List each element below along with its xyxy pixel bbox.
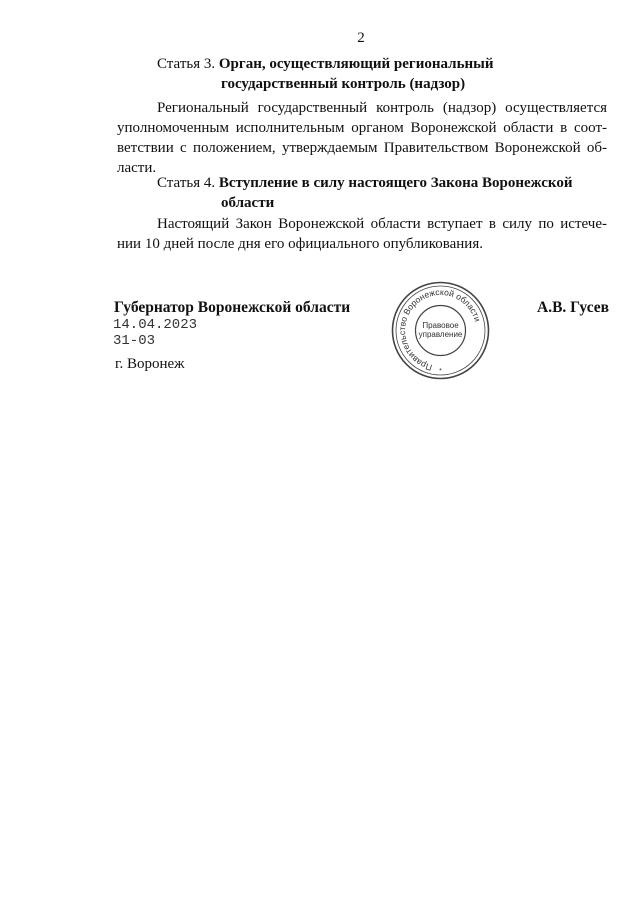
article-3-body	[117, 98, 607, 178]
article-3-line: Региональный государственный контроль (надзор) осуществляется	[157, 100, 607, 116]
official-stamp	[388, 278, 493, 383]
governor-title: Губернатор Воронежской области	[114, 299, 351, 316]
city: г. Воронеж	[115, 356, 185, 372]
article-4-heading	[157, 173, 573, 213]
stamp-star-icon: *	[439, 368, 442, 375]
governor-name: А.В. Гусев	[537, 299, 610, 316]
law-number: 31-03	[113, 333, 156, 349]
article-4-title-line1: Вступление в силу настоящего Закона Воронежской	[218, 175, 573, 191]
page-number: 2	[357, 30, 365, 46]
article-3-prefix: Статья 3.	[157, 56, 216, 72]
stamp-inner-line1: Правовое	[422, 321, 459, 330]
article-3-title-line2: государственный контроль (надзор)	[221, 76, 466, 92]
article-4-body	[117, 214, 607, 254]
article-3-heading	[157, 54, 494, 94]
article-4-line: нии 10 дней после дня его официального опубликования.	[117, 236, 483, 252]
stamp-outer-text: Правительство Воронежской области	[397, 286, 483, 373]
article-3-title-line1: Орган, осуществляющий региональный	[218, 56, 494, 72]
article-4-title-line2: области	[221, 195, 275, 211]
article-3-line: ласти.	[117, 160, 157, 176]
article-4-line: Настоящий Закон Воронежской области вступает в силу по истече-	[157, 216, 607, 232]
stamp-inner-line2: управление	[418, 330, 463, 339]
article-4-prefix: Статья 4.	[157, 175, 216, 191]
signing-date: 14.04.2023	[113, 317, 198, 333]
article-3-line: уполномоченным исполнительным органом Воронежской области в соот-	[117, 120, 607, 136]
article-3-line: ветствии с положением, утверждаемым Правительством Воронежской об-	[117, 140, 607, 156]
